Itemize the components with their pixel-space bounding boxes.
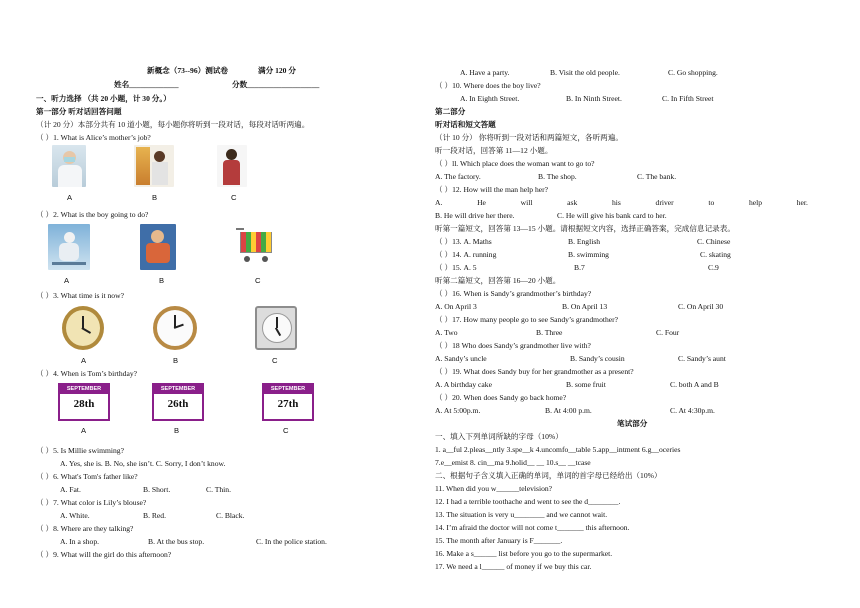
q17-option-c: C. Four [656,328,680,337]
q20-option-a: A. At 5:00p.m. [435,406,481,415]
part-one-desc: （计 20 分）本部分共有 10 道小题，每小题你将听到一段对话，每段对话听两遍。 [36,120,310,129]
q17-option-b: B. Three [536,328,563,337]
question-3: （ ）3. What time is it now? [36,291,124,300]
skiing-picture [48,224,90,270]
q10-option-b: B. In Ninth Street. [566,94,622,103]
q1-option-a: A [67,193,73,202]
sentence-11: 11. When did you w______television? [435,484,553,493]
q7-option-a: A. White. [60,511,90,520]
q8-option-c: C. In the police station. [256,537,327,546]
part-two-title: 第二部分 [435,107,466,116]
shop-assistant-picture [134,145,174,187]
score-field: 分数___________________ [232,80,320,89]
q19-option-c: C. both A and B [670,380,719,389]
spelling-line-1: 1. a__ful 2.pleas__ntly 3.spe__k 4.uncomfo__table 5.app__intment 6.g__oceries [435,445,681,454]
q14-option-b: B. swimming [568,250,609,259]
shopping-cart-picture [236,224,276,270]
q8-option-a: A. In a shop. [60,537,100,546]
q16-option-c: C. On April 30 [678,302,724,311]
sentence-17: 17. We need a l______ of money if we buy this car. [435,562,592,571]
teacher-picture [217,145,247,187]
q16-option-a: A. On April 3 [435,302,477,311]
q12-option-b: B. He will drive her there. [435,211,515,220]
sentence-14: 14. I’m afraid the doctor will not come t_______ this afternoon. [435,523,630,532]
clock-b-picture [153,306,197,350]
q9-option-c: C. Go shopping. [668,68,718,77]
boy-reading-picture [140,224,176,270]
part-one-title: 第一部分 听对话回答问题 [36,107,122,116]
passage-one-intro: 听第一篇短文，回答第 13—15 小题。请根据短文内容，选择正确答案，完成信息记录表。 [435,224,735,233]
q15-option-c: C.9 [708,263,719,272]
question-6: （ ）6. What's Tom's father like? [36,472,138,481]
q11-option-b: B. The shop. [538,172,577,181]
question-20: （ ）20. When does Sandy go back home? [435,393,567,402]
calendar-a-month: SEPTEMBER [60,385,108,394]
q6-option-b: B. Short. [143,485,171,494]
clock-c-picture [255,306,297,350]
q6-option-c: C. Thin. [206,485,231,494]
q17-option-a: A. Two [435,328,458,337]
q2-option-b: B [159,276,165,285]
sentence-16: 16. Make a s______ list before you go to the supermarket. [435,549,613,558]
q1-option-b: B [152,193,158,202]
question-9: （ ）9. What will the girl do this afternoon? [36,550,172,559]
name-field: 姓名_____________ [114,80,179,89]
question-8: （ ）8. Where are they talking? [36,524,134,533]
dialog-intro: 听一段对话，回答第 11—12 小题。 [435,146,553,155]
part-two-subtitle: 听对话和短文答题 [435,120,496,129]
q8-option-b: B. At the bus stop. [148,537,205,546]
q4-option-a: A [81,426,87,435]
calendar-b-day: 26th [167,398,189,410]
q11-option-c: C. The bank. [637,172,677,181]
clock-a-picture [62,306,104,350]
full-score: 满分 120 分 [258,66,296,75]
q11-option-a: A. The factory. [435,172,481,181]
calendar-a [58,383,110,421]
q6-option-a: A. Fat. [60,485,81,494]
question-16: （ ）16. When is Sandy’s grandmother’s birthday? [435,289,592,298]
q7-option-b: B. Red. [143,511,166,520]
question-15: （ ）15. A. 5 [435,263,477,272]
q12-option-c: C. He will give his bank card to her. [557,211,667,220]
calendar-b [152,383,204,421]
sentence-13: 13. The situation is very u________ and we cannot wait. [435,510,608,519]
question-7: （ ）7. What color is Lily’s blouse? [36,498,147,507]
q19-option-b: B. some fruit [566,380,606,389]
q5-options: A. Yes, she is. B. No, she isn’t. C. Sorry, I don’t know. [60,459,226,468]
question-5: （ ）5. Is Millie swimming? [36,446,124,455]
question-10: （ ）10. Where does the boy live? [435,81,541,90]
q10-option-a: A. In Eighth Street. [460,94,520,103]
calendar-c-day: 27th [277,398,299,410]
q12-option-a: A. He will ask his driver to help her. [435,198,808,207]
calendar-b-month: SEPTEMBER [154,385,202,394]
part-two-desc: （计 10 分） 你将听到一段对话和两篇短文，各听两遍。 [435,133,623,142]
q3-option-b: B [173,356,179,365]
q2-option-a: A [64,276,70,285]
calendar-a-day: 28th [73,398,95,410]
q2-option-c: C [255,276,261,285]
q1-option-c: C [231,193,237,202]
q19-option-a: A. A birthday cake [435,380,492,389]
question-11: （ ）ll. Which place does the woman want to go to? [435,159,595,168]
question-12: （ ）12. How will the man help her? [435,185,549,194]
q10-option-c: C. In Fifth Street [662,94,714,103]
q3-option-a: A [81,356,87,365]
q3-option-c: C [272,356,278,365]
q16-option-b: B. On April 13 [562,302,608,311]
q9-option-a: A. Have a party. [460,68,510,77]
sentence-12: 12. I had a terrible toothache and went to see the d________. [435,497,621,506]
passage-two-intro: 听第二篇短文，回答第 16—20 小题。 [435,276,561,285]
written-section-title: 笔试部分 [617,419,648,428]
question-2: （ ）2. What is the boy going to do? [36,210,149,219]
question-13: （ ）13. A. Maths [435,237,492,246]
sentence-15: 15. The month after January is F_______. [435,536,563,545]
q7-option-c: C. Black. [216,511,245,520]
section-listening: 一、听力选择 （共 20 小题，计 30 分。） [36,94,171,103]
section-spelling: 一、填入下列单词所缺的字母（10%） [435,432,563,441]
calendar-c [262,383,314,421]
question-4: （ ）4. When is Tom’s birthday? [36,369,137,378]
q20-option-c: C. At 4:30p.m. [670,406,715,415]
question-17: （ ）17. How many people go to see Sandy’s grandmother? [435,315,619,324]
q20-option-b: B. At 4:00 p.m. [545,406,592,415]
calendar-c-month: SEPTEMBER [264,385,312,394]
q9-option-b: B. Visit the old people. [550,68,620,77]
question-19: （ ）19. What does Sandy buy for her grandmother as a present? [435,367,634,376]
q13-option-c: C. Chinese [697,237,731,246]
q18-option-b: B. Sandy’s cousin [570,354,625,363]
q18-option-a: A. Sandy’s uncle [435,354,487,363]
q13-option-b: B. English [568,237,601,246]
doctor-picture [52,145,86,187]
q14-option-c: C. skating [700,250,731,259]
q15-option-b: B.7 [574,263,585,272]
q4-option-b: B [174,426,180,435]
question-14: （ ）14. A. running [435,250,497,259]
q4-option-c: C [283,426,289,435]
question-18: （ ）18 Who does Sandy’s grandmother live with? [435,341,591,350]
section-fill-words: 二、根据句子含义填入正确的单词，单词的首字母已经给出（10%） [435,471,662,480]
spelling-line-2: 7.e__emist 8. cin__ma 9.holid__ __ 10.s__ __tcase [435,458,591,467]
q18-option-c: C. Sandy’s aunt [678,354,726,363]
question-1: （ ）1. What is Alice’s mother’s job? [36,133,151,142]
exam-title: 新概念（73--96）测试卷 [147,66,228,75]
